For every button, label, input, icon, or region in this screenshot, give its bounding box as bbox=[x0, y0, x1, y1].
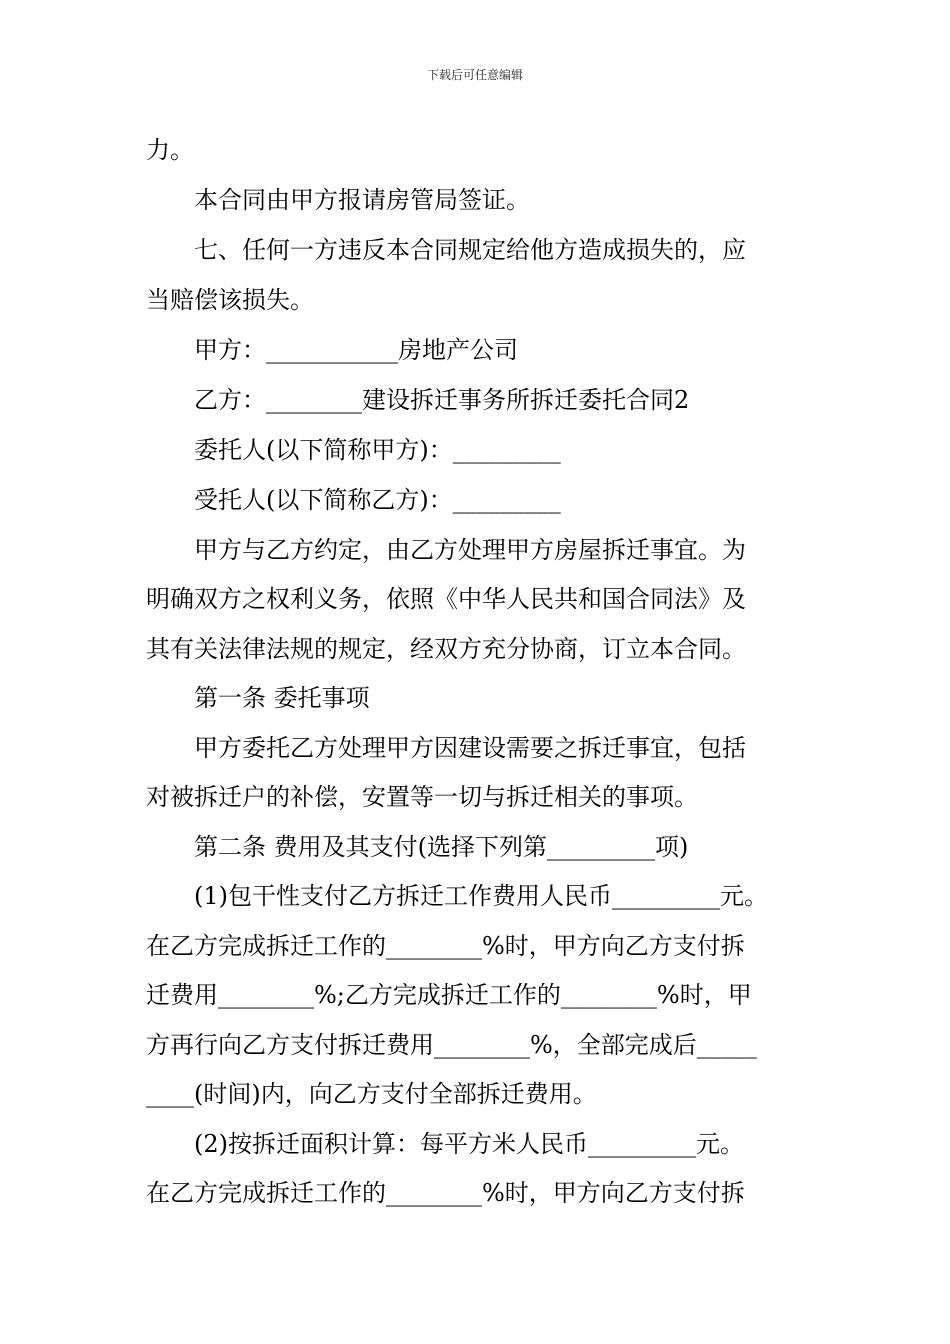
text-line: 其有关法律法规的规定，经双方充分协商，订立本合同。 bbox=[146, 635, 746, 663]
text-line: 委托人(以下简称甲方)：_________ bbox=[194, 436, 561, 464]
text-line: 在乙方完成拆迁工作的________%时，甲方向乙方支付拆 bbox=[146, 932, 745, 960]
text-line: 乙方：________建设拆迁事务所拆迁委托合同2 bbox=[194, 386, 690, 414]
text-line: 明确双方之权利义务，依照《中华人民共和国合同法》及 bbox=[146, 585, 746, 613]
text-line: 力。 bbox=[146, 136, 194, 164]
text-line: (1)包干性支付乙方拆迁工作费用人民币_________元。 bbox=[194, 882, 768, 910]
text-line: 甲方：___________房地产公司 bbox=[194, 336, 518, 364]
text-line: 对被拆迁户的补偿，安置等一切与拆迁相关的事项。 bbox=[146, 783, 698, 811]
text-line: 甲方与乙方约定，由乙方处理甲方房屋拆迁事宜。为 bbox=[194, 536, 746, 564]
text-line: 第一条 委托事项 bbox=[194, 684, 370, 712]
text-line: 受托人(以下简称乙方)：_________ bbox=[194, 486, 561, 514]
text-line: 甲方委托乙方处理甲方因建设需要之拆迁事宜，包括 bbox=[194, 734, 746, 762]
text-line: 七、任何一方违反本合同规定给他方造成损失的，应 bbox=[194, 236, 746, 264]
text-line: (2)按拆迁面积计算：每平方米人民币_________元。 bbox=[194, 1130, 744, 1158]
text-line: 本合同由甲方报请房管局签证。 bbox=[194, 186, 530, 214]
text-line: 在乙方完成拆迁工作的________%时，甲方向乙方支付拆 bbox=[146, 1179, 745, 1207]
text-line: ____(时间)内，向乙方支付全部拆迁费用。 bbox=[146, 1080, 597, 1108]
page-header-note: 下载后可任意编辑 bbox=[426, 68, 523, 82]
text-line: 第二条 费用及其支付(选择下列第_________项) bbox=[194, 833, 689, 861]
text-line: 迁费用________%;乙方完成拆迁工作的________%时，甲 bbox=[146, 981, 752, 1009]
text-line: 当赔偿该损失。 bbox=[146, 286, 314, 314]
text-line: 方再行向乙方支付拆迁费用________%，全部完成后_____ bbox=[146, 1031, 757, 1059]
